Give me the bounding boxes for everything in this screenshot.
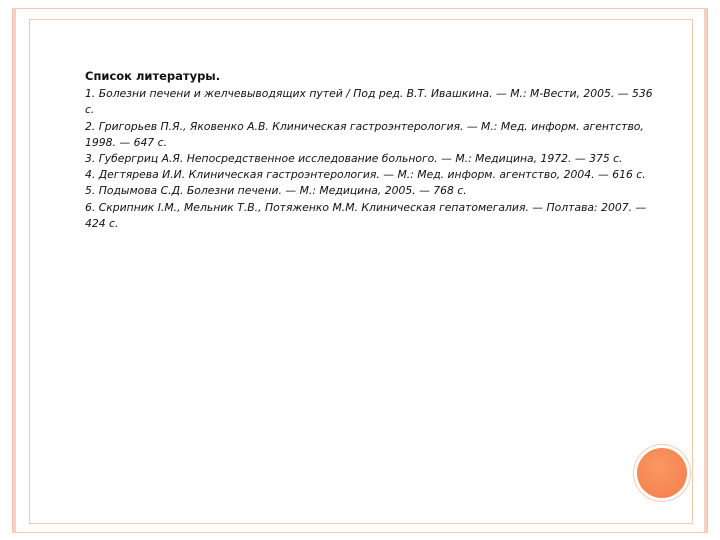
slide-title: Список литературы. [85, 69, 221, 83]
reference-item: 1. Болезни печени и желчевыводящих путей / Под ред. В.Т. Ивашкина. — М.: М-Вести, 2005. — 536 с. [85, 87, 653, 117]
reference-item: 2. Григорьев П.Я., Яковенко А.В. Клиническая гастроэнтерология. — М.: Мед. информ. агентство, 1998. — 647 с. [85, 119, 644, 149]
frame-right-stripe [704, 9, 707, 532]
reference-item: 3. Губергриц А.Я. Непосредственное исследование больного. — М.: Медицина, 1972. — 375 с. [85, 152, 623, 166]
decorative-circle-icon [637, 448, 687, 498]
reference-item: 5. Подымова С.Д. Болезни печени. — М.: Медицина, 2005. — 768 с. [85, 184, 467, 198]
slide-content [85, 68, 655, 232]
reference-item: 6. Скрипник I.M., Мельник Т.В., Потяженко М.М. Клиническая гепатомегалия. — Полтава: 2007. — 424 с. [85, 200, 647, 230]
reference-item: 4. Дегтярева И.И. Клиническая гастроэнтерология. — М.: Мед. информ. агентство, 2004. — 616 с. [85, 168, 646, 182]
frame-left-stripe [13, 9, 16, 532]
